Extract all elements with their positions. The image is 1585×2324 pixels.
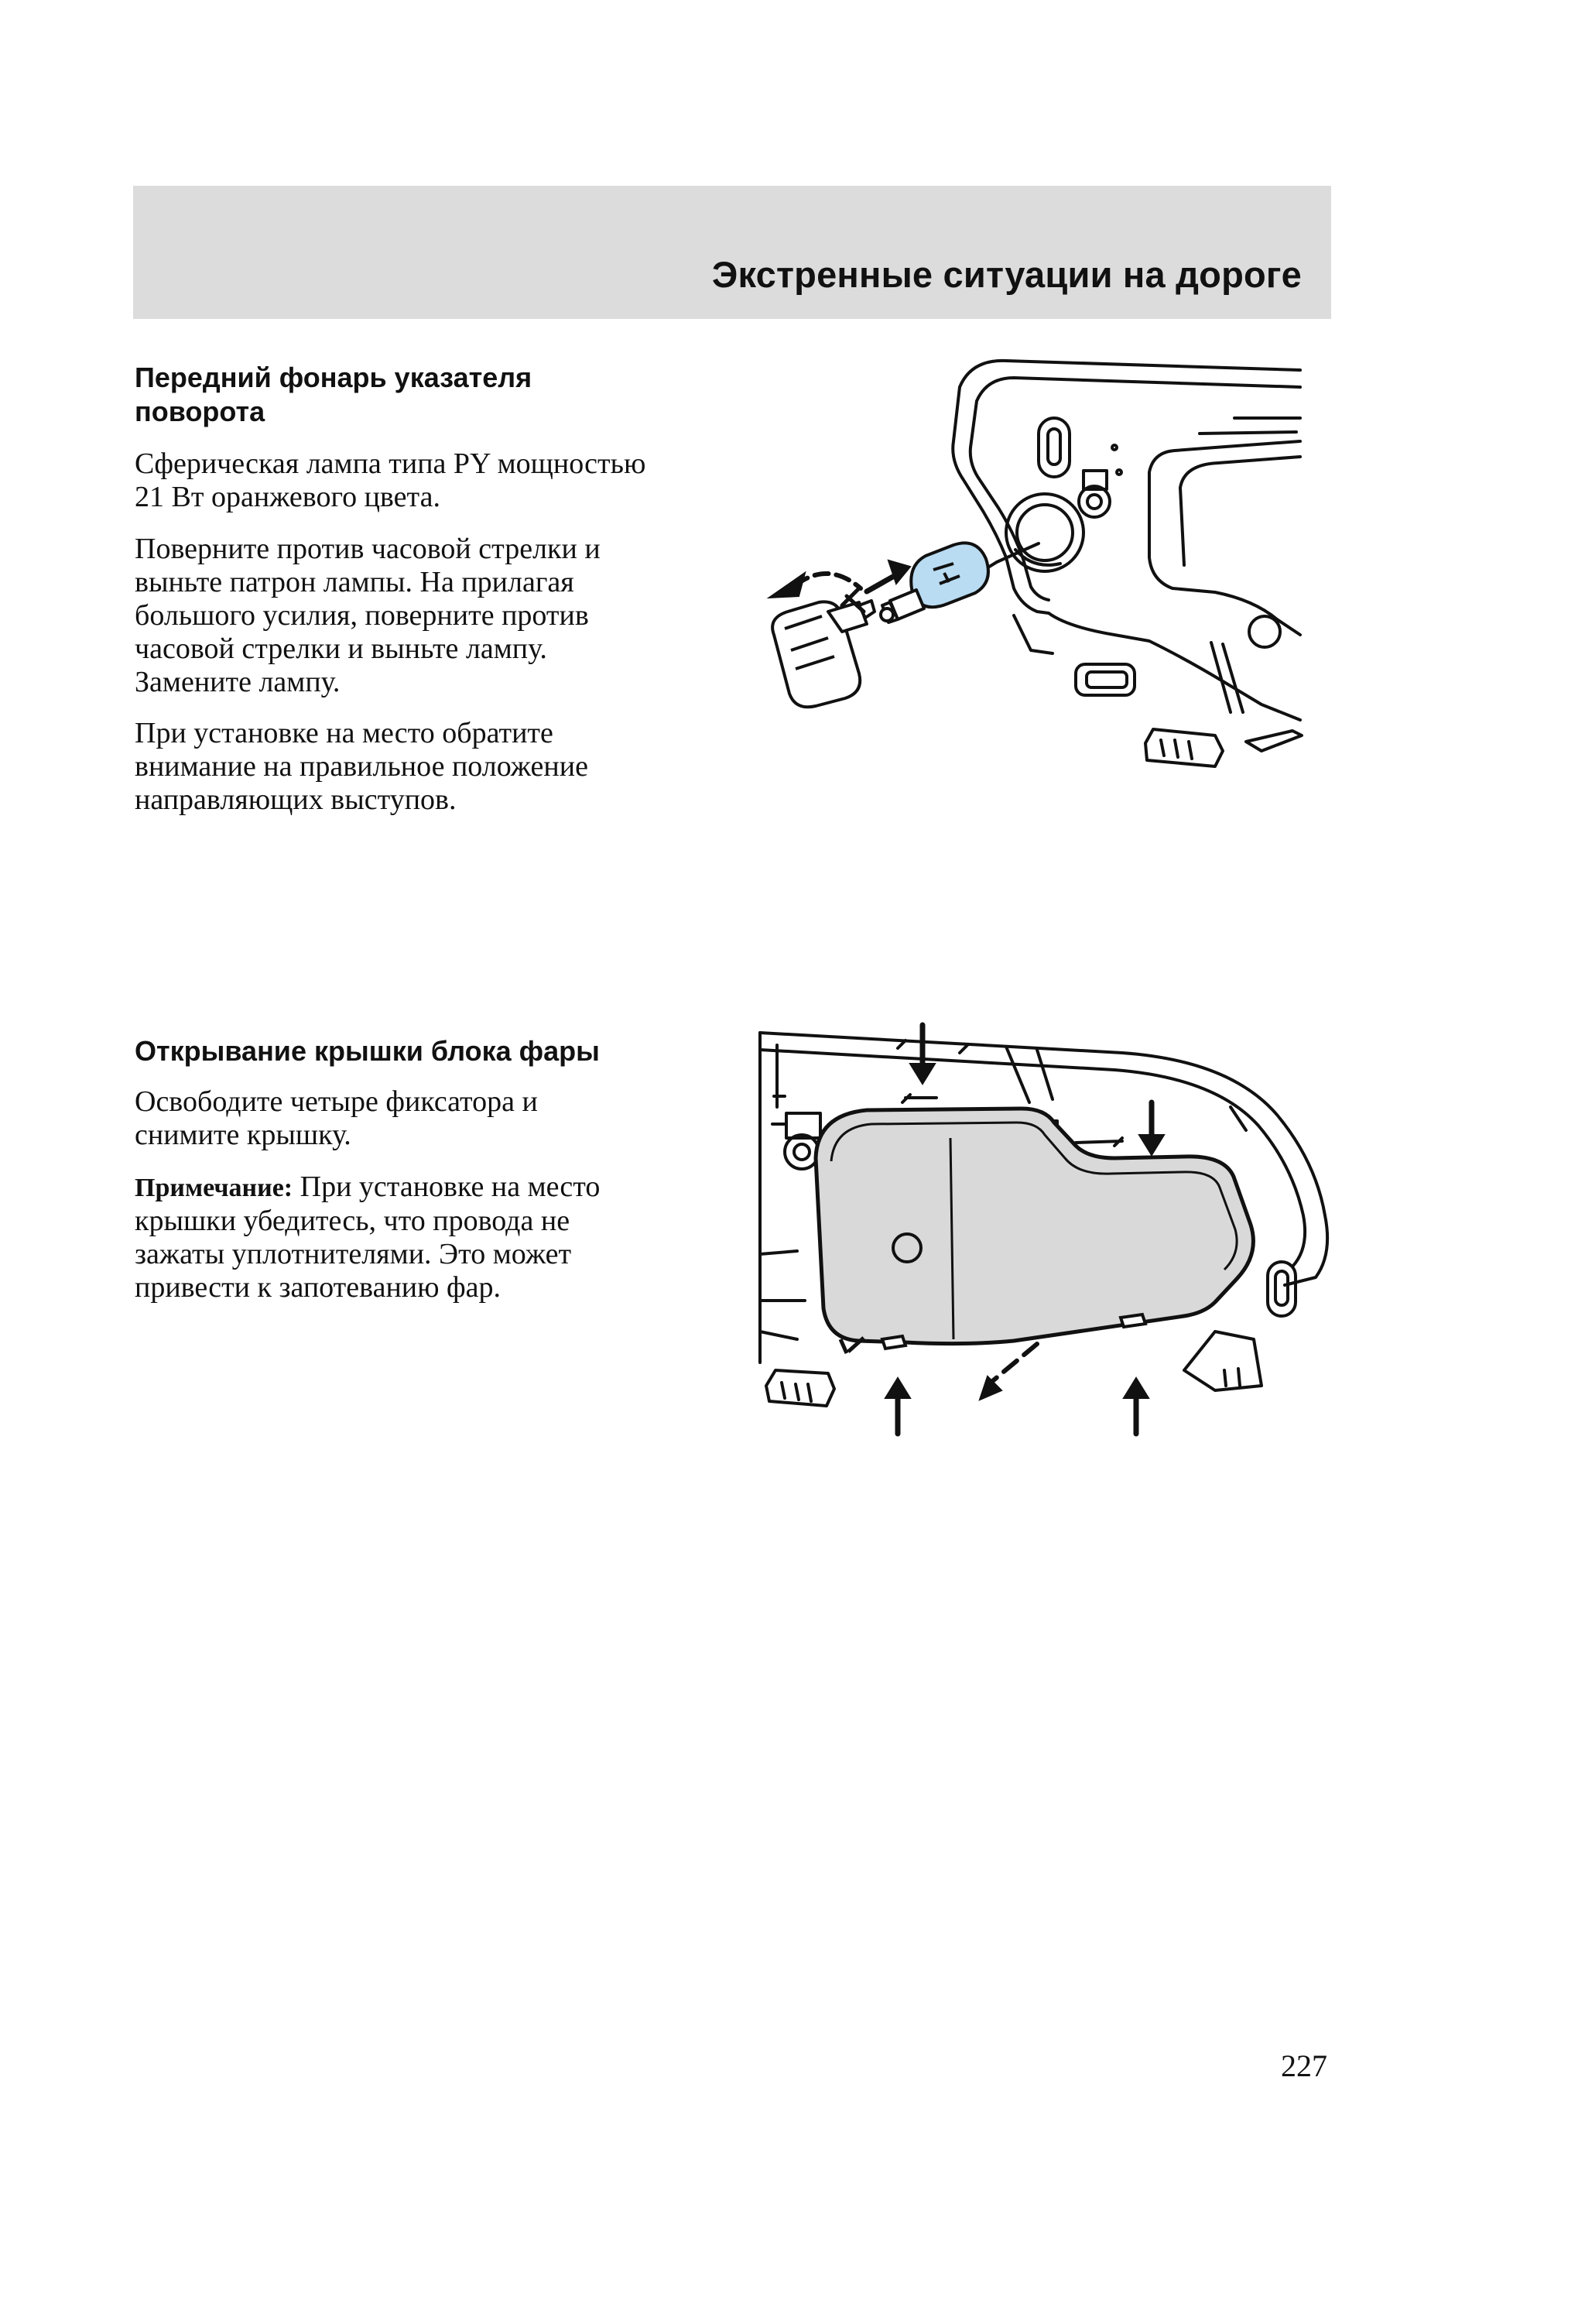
install-note-line2: внимание на правильное положение: [135, 750, 588, 783]
page-number: 227: [1281, 2048, 1327, 2083]
bulb-type-line1: Сферическая лампа типа PY мощностью: [135, 447, 646, 480]
turn-signal-bulb-illustration: [751, 356, 1308, 821]
turn-signal-heading-line2: поворота: [135, 396, 265, 427]
remove-bulb-line4: часовой стрелки и выньте лампу.: [135, 632, 547, 665]
remove-bulb-line3: большого усилия, поверните против: [135, 599, 589, 632]
release-clips-line1: Освободите четыре фиксатора и: [135, 1085, 538, 1118]
section-header-bar: [133, 186, 1331, 319]
headlamp-cover-illustration: [751, 1022, 1339, 1440]
cover-note-paragraph: [135, 1171, 738, 1304]
turn-signal-heading: [135, 361, 532, 429]
remove-bulb-line1: Поверните против часовой стрелки и: [135, 533, 601, 565]
release-clips-line2: снимите крышку.: [135, 1119, 351, 1151]
bulb-type-line2: 21 Вт оранжевого цвета.: [135, 481, 440, 513]
install-note-line3: направляющих выступов.: [135, 783, 457, 816]
note-line1-text: При установке на место: [293, 1171, 601, 1203]
release-clips-paragraph: [135, 1085, 738, 1152]
bulb-type-paragraph: [135, 447, 738, 514]
remove-bulb-line5: Замените лампу.: [135, 666, 341, 698]
remove-bulb-line2: выньте патрон лампы. На прилагая: [135, 566, 574, 598]
turn-signal-heading-line1: Передний фонарь указателя: [135, 362, 532, 393]
cover-note-line1: [135, 1171, 738, 1205]
cover-note-line3: зажаты уплотнителями. Это может: [135, 1238, 572, 1270]
section-header-title: Экстренные ситуации на дороге: [711, 254, 1302, 295]
install-note-paragraph: [135, 717, 738, 817]
note-label: Примечание:: [135, 1174, 293, 1202]
remove-bulb-paragraph: [135, 533, 738, 699]
install-note-line1: При установке на место обратите: [135, 717, 553, 749]
headlamp-cover-heading: Открывание крышки блока фары: [135, 1035, 600, 1067]
cover-note-line2: крышки убедитесь, что провода не: [135, 1205, 570, 1237]
cover-note-line4: привести к запотеванию фар.: [135, 1271, 502, 1304]
